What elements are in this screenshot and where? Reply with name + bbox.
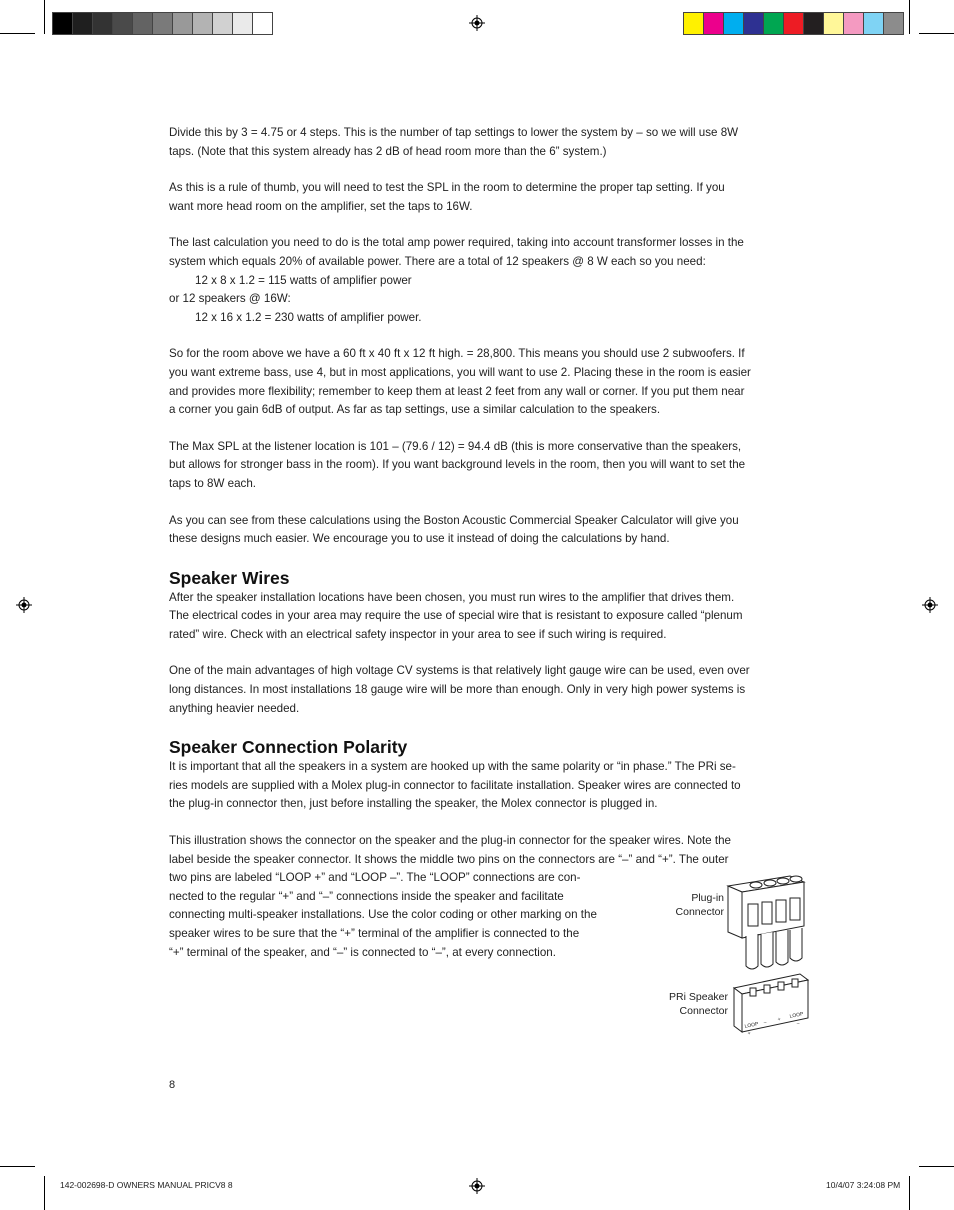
text-line: label beside the speaker connector. It shows the middle two pins on the connectors are “–” and “+”. The outer [169, 852, 729, 866]
text-line: but allows for stronger bass in the room). If you want background levels in the room, then you will want to set the [169, 458, 746, 472]
text-line: After the speaker installation locations have been chosen, you must run wires to the amplifier that drives them. [169, 590, 735, 604]
text-line: So for the room above we have a 60 ft x 40 ft x 12 ft high. = 28,800. This means you should use 2 subwoofers. If [169, 347, 745, 361]
color-swatch [52, 12, 73, 35]
pin-label: LOOP [744, 1021, 760, 1030]
paragraph [169, 512, 811, 549]
registration-mark-icon [469, 15, 485, 31]
color-swatch [92, 12, 113, 35]
color-swatch [72, 12, 93, 35]
registration-mark-icon [922, 597, 938, 613]
crop-mark [919, 1166, 954, 1167]
paragraph [169, 438, 811, 494]
text-line: It is important that all the speakers in a system are hooked up with the same polarity or “in phase.” The PRi se- [169, 760, 736, 774]
crop-mark [44, 1176, 45, 1210]
formula-line: 12 x 16 x 1.2 = 230 watts of amplifier power. [195, 310, 422, 324]
process-color-bar [684, 12, 904, 34]
registration-mark-icon [16, 597, 32, 613]
text-line: the plug-in connector then, just before installing the speaker, the Molex connector is plugged in. [169, 797, 658, 811]
color-swatch [252, 12, 273, 35]
color-swatch [112, 12, 133, 35]
text-line: system which equals 20% of available power. There are a total of 12 speakers @ 8 W each so you need: [169, 254, 706, 268]
paragraph [169, 124, 811, 161]
color-swatch [843, 12, 864, 35]
page-number: 8 [169, 1079, 176, 1091]
text-line: a corner you gain 6dB of output. As far as tap settings, use a similar calculation to the speakers. [169, 403, 661, 417]
pin-sign: + [747, 1030, 752, 1037]
pin-sign: – [796, 1020, 801, 1027]
text-line: connecting multi-speaker installations. Use the color coding or other marking on the [169, 908, 597, 922]
color-swatch [763, 12, 784, 35]
text-line: anything heavier needed. [169, 701, 300, 715]
text-line: As this is a rule of thumb, you will need to test the SPL in the room to determine the proper tap setting. If you [169, 181, 725, 195]
color-swatch [883, 12, 904, 35]
text-line: The electrical codes in your area may require the use of special wire that is resistant to exposure called “plenum [169, 609, 743, 623]
text-line: and provides more flexibility; remember to keep them at least 2 feet from any wall or corner. If you put them near [169, 384, 745, 398]
plug-in-connector-drawing [726, 868, 808, 976]
text-line: want more head room on the amplifier, set the taps to 16W. [169, 199, 473, 213]
heading-connection-polarity: Speaker Connection Polarity [169, 737, 408, 758]
amp-power-paragraph [169, 234, 811, 327]
crop-mark [44, 0, 45, 34]
text-line: two pins are labeled “LOOP +” and “LOOP –”. The “LOOP” connections are con- [169, 871, 581, 885]
registration-mark-icon [469, 1178, 485, 1194]
footer-job-info: 142-002698-D OWNERS MANUAL PRICV8 8 [60, 1180, 233, 1190]
color-swatch [232, 12, 253, 35]
plug-in-connector-label: Plug-in Connector [675, 892, 724, 918]
pin-label: + [777, 1016, 782, 1023]
grayscale-color-bar [53, 12, 273, 34]
subwoofer-paragraphs [169, 345, 811, 548]
color-swatch [152, 12, 173, 35]
paragraph [169, 758, 811, 814]
speaker-connector-drawing [730, 968, 812, 1042]
text-line: ries models are supplied with a Molex plug-in connector to facilitate installation. Speaker wires are connected to [169, 778, 741, 792]
paragraph [169, 589, 811, 645]
text-line: One of the main advantages of high voltage CV systems is that relatively light gauge wire can be used, even over [169, 664, 750, 678]
color-swatch [783, 12, 804, 35]
text-line: The last calculation you need to do is the total amp power required, taking into account transformer losses in the [169, 236, 744, 250]
text-line: Divide this by 3 = 4.75 or 4 steps. This is the number of tap settings to lower the system by – so we will use 8W [169, 126, 739, 139]
paragraph [169, 345, 811, 419]
color-swatch [723, 12, 744, 35]
text-line: The Max SPL at the listener location is 101 – (79.6 / 12) = 94.4 dB (this is more conservative than the speakers, [169, 439, 742, 453]
text-line: taps to 8W each. [169, 476, 256, 490]
color-swatch [683, 12, 704, 35]
footer-timestamp: 10/4/07 3:24:08 PM [826, 1180, 901, 1190]
crop-mark [919, 33, 954, 34]
text-line: these designs much easier. We encourage you to use it instead of doing the calculations by hand. [169, 532, 670, 546]
color-swatch [192, 12, 213, 35]
color-swatch [863, 12, 884, 35]
speaker-wires-paragraphs [169, 589, 811, 719]
formula-line: 12 x 8 x 1.2 = 115 watts of amplifier power [195, 273, 412, 287]
crop-mark [909, 0, 910, 34]
crop-mark [0, 1166, 35, 1167]
color-swatch [132, 12, 153, 35]
text-line: or 12 speakers @ 16W: [169, 292, 291, 306]
text-line: rated” wire. Check with an electrical safety inspector in your area to see if such wiring is required. [169, 627, 667, 641]
pin-label: LOOP [789, 1011, 805, 1020]
color-swatch [803, 12, 824, 35]
connector-illustration [660, 868, 820, 1043]
intro-paragraphs [169, 124, 811, 216]
pin-label: – [763, 1019, 768, 1026]
color-swatch [703, 12, 724, 35]
text-line: As you can see from these calculations using the Boston Acoustic Commercial Speaker Calculator will give you [169, 513, 739, 527]
text-line: nected to the regular “+” and “–” connections inside the speaker and facilitate [169, 889, 564, 903]
crop-mark [0, 33, 35, 34]
text-line: “+” terminal of the speaker, and “–” is connected to “–”, at every connection. [169, 945, 556, 959]
heading-speaker-wires: Speaker Wires [169, 567, 290, 588]
speaker-connector-label: PRi Speaker Connector [669, 991, 728, 1017]
text-line: you want extreme bass, use 4, but in most applications, you will want to use 2. Placing these in the room is easier [169, 365, 751, 379]
color-swatch [743, 12, 764, 35]
text-line: speaker wires to be sure that the “+” terminal of the amplifier is connected to the [169, 927, 580, 940]
text-line: long distances. In most installations 18 gauge wire will be more than enough. Only in very high power systems is [169, 683, 746, 697]
crop-mark [909, 1176, 910, 1210]
paragraph [169, 179, 811, 216]
paragraph [169, 662, 811, 718]
color-swatch [212, 12, 233, 35]
color-swatch [823, 12, 844, 35]
color-swatch [172, 12, 193, 35]
page-body [169, 124, 811, 980]
text-line: This illustration shows the connector on the speaker and the plug-in connector for the speaker wires. Note the [169, 834, 731, 848]
text-line: taps. (Note that this system already has 2 dB of head room more than the 6” system.) [169, 144, 607, 158]
